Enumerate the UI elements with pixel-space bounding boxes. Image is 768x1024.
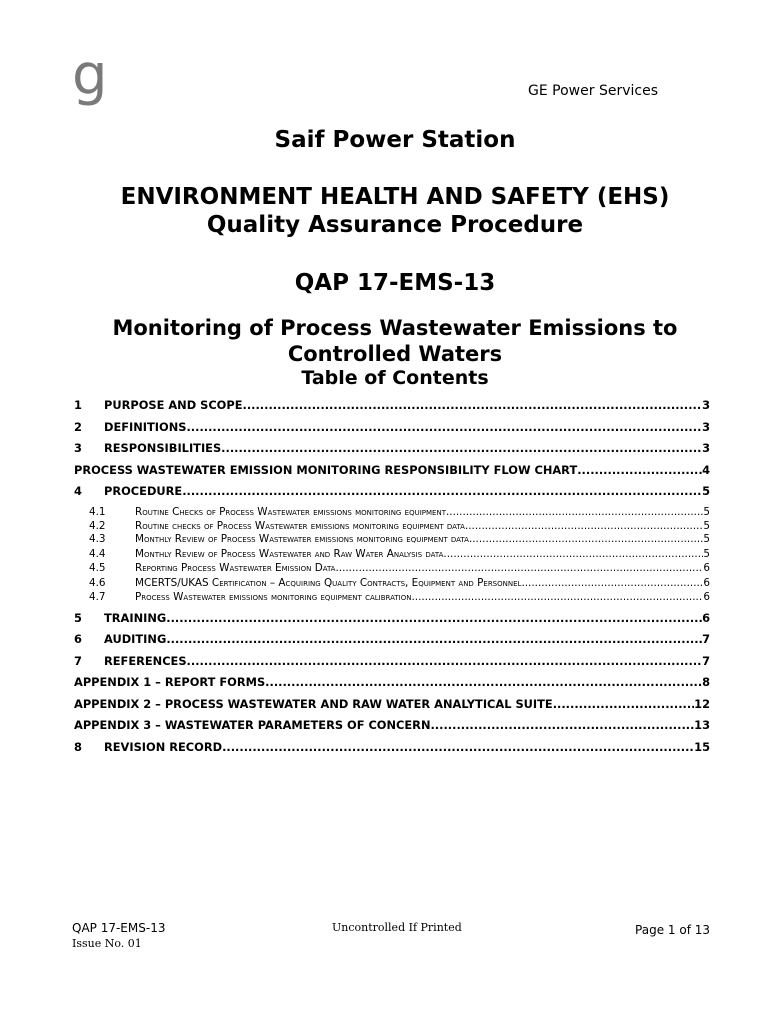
toc-leader — [521, 576, 703, 590]
toc-page: 13 — [694, 718, 710, 733]
footer-issue-number: Issue No. 01 — [72, 937, 142, 950]
toc-label: Monthly Review of Process Wastewater emissions monitoring equipment data — [135, 532, 469, 545]
table-of-contents — [74, 395, 710, 758]
toc-label: Routine Checks of Process Wastewater emissions monitoring equipment — [135, 505, 446, 518]
station-title: Saif Power Station — [274, 127, 516, 153]
toc-entry-training[interactable] — [74, 608, 710, 630]
toc-subentry-4-3[interactable] — [74, 532, 710, 547]
toc-page: 6 — [702, 610, 710, 625]
toc-page: 6 — [703, 576, 710, 589]
toc-page: 8 — [702, 675, 710, 690]
toc-leader — [221, 438, 702, 460]
toc-entry-procedure[interactable] — [74, 481, 710, 503]
toc-label: APPENDIX 1 – REPORT FORMS — [74, 675, 266, 690]
toc-subentry-4-7[interactable] — [74, 590, 710, 604]
toc-entry-auditing[interactable] — [74, 629, 710, 651]
toc-heading: Table of Contents — [301, 367, 489, 389]
toc-subentry-4-2[interactable] — [74, 520, 710, 532]
qap-code-title: QAP 17-EMS-13 — [294, 270, 496, 296]
toc-label: PROCESS WASTEWATER EMISSION MONITORING RESPONSIBILITY FLOW CHART — [74, 462, 578, 477]
toc-subentry-4-1[interactable] — [74, 505, 710, 520]
toc-label: AUDITING — [104, 632, 167, 647]
toc-leader — [243, 395, 703, 417]
toc-number: 2 — [74, 419, 82, 434]
toc-number: 1 — [74, 398, 82, 412]
toc-leader — [265, 672, 702, 694]
toc-page: 5 — [703, 547, 710, 560]
toc-subentry-4-5[interactable] — [74, 561, 710, 576]
toc-entry-appendix-1[interactable] — [74, 672, 710, 694]
toc-label: APPENDIX 3 – WASTEWATER PARAMETERS OF CONCERN — [74, 718, 431, 733]
toc-entry-appendix-2[interactable] — [74, 694, 710, 716]
toc-leader — [577, 460, 702, 482]
toc-number: 4 — [74, 484, 82, 498]
ehs-title: ENVIRONMENT HEALTH AND SAFETY (EHS) — [120, 184, 670, 210]
toc-leader — [187, 651, 703, 673]
toc-leader — [465, 520, 703, 532]
toc-leader — [446, 505, 703, 520]
monitoring-title: Monitoring of Process Wastewater Emissions to Controlled Waters — [112, 316, 678, 366]
toc-label: Reporting Process Wastewater Emission Data — [135, 561, 336, 574]
ge-logo: g — [72, 43, 108, 108]
toc-number: 4.4 — [89, 547, 106, 560]
qap-procedure-title: Quality Assurance Procedure — [206, 212, 584, 238]
toc-leader — [553, 694, 694, 716]
toc-leader — [166, 608, 702, 630]
toc-label: Routine checks of Process Wastewater emissions monitoring equipment data — [135, 519, 465, 532]
toc-page: 5 — [702, 484, 710, 498]
toc-entry-purpose[interactable] — [74, 395, 710, 417]
toc-entry-appendix-3[interactable] — [74, 715, 710, 737]
toc-number: 3 — [74, 441, 82, 455]
toc-label: Process Wastewater emissions monitoring equipment calibration — [135, 590, 412, 603]
toc-page: 5 — [703, 519, 710, 532]
toc-page: 6 — [703, 561, 710, 574]
toc-subentry-4-4[interactable] — [74, 547, 710, 561]
toc-number: 4.5 — [89, 561, 106, 574]
toc-leader — [166, 629, 702, 651]
toc-page: 7 — [702, 632, 710, 647]
toc-page: 15 — [694, 739, 710, 754]
toc-leader — [411, 590, 703, 604]
toc-number: 8 — [74, 739, 82, 754]
company-name: GE Power Services — [528, 83, 658, 99]
toc-number: 5 — [74, 610, 82, 625]
toc-leader — [443, 547, 703, 561]
toc-page: 3 — [702, 441, 710, 455]
toc-label: MCERTS/UKAS Certification – Acquiring Quality Contracts, Equipment and Personnel — [135, 576, 522, 589]
footer-control-notice: Uncontrolled If Printed — [332, 921, 462, 934]
toc-entry-flow-chart[interactable] — [74, 460, 710, 482]
toc-label: RESPONSIBILITIES — [104, 441, 222, 455]
toc-entry-references[interactable] — [74, 651, 710, 673]
toc-entry-revision-record[interactable] — [74, 737, 710, 759]
toc-page: 5 — [703, 505, 710, 518]
footer-page-number: Page 1 of 13 — [635, 923, 710, 937]
toc-page: 5 — [703, 532, 710, 545]
toc-label: Monthly Review of Process Wastewater and Raw Water Analysis data — [135, 547, 444, 560]
toc-label: PURPOSE AND SCOPE — [104, 398, 243, 412]
toc-label: TRAINING — [104, 610, 167, 625]
toc-leader — [186, 417, 702, 439]
toc-label: PROCEDURE — [104, 484, 183, 498]
toc-entry-responsibilities[interactable] — [74, 438, 710, 460]
toc-entry-definitions[interactable] — [74, 417, 710, 439]
toc-label: REVISION RECORD — [104, 739, 223, 754]
toc-page: 4 — [702, 462, 710, 477]
toc-leader — [182, 481, 702, 503]
toc-page: 7 — [702, 653, 710, 668]
footer-doc-code: QAP 17-EMS-13 — [72, 921, 166, 935]
toc-leader — [469, 532, 703, 547]
toc-label: REFERENCES — [104, 653, 187, 668]
toc-number: 4.1 — [89, 505, 106, 518]
toc-number: 7 — [74, 653, 82, 668]
toc-leader — [335, 561, 703, 576]
toc-number: 6 — [74, 632, 82, 647]
toc-leader — [222, 737, 694, 759]
toc-leader — [430, 715, 694, 737]
toc-page: 3 — [702, 398, 710, 412]
toc-label: DEFINITIONS — [104, 419, 187, 434]
toc-page: 12 — [694, 696, 710, 711]
toc-page: 3 — [702, 419, 710, 434]
toc-page: 6 — [703, 590, 710, 603]
toc-number: 4.2 — [89, 519, 106, 532]
toc-number: 4.6 — [89, 576, 106, 589]
toc-subentry-4-6[interactable] — [74, 576, 710, 590]
toc-number: 4.7 — [89, 590, 106, 603]
toc-label: APPENDIX 2 – PROCESS WASTEWATER AND RAW WATER ANALYTICAL SUITE — [74, 696, 553, 711]
toc-number: 4.3 — [89, 532, 106, 545]
